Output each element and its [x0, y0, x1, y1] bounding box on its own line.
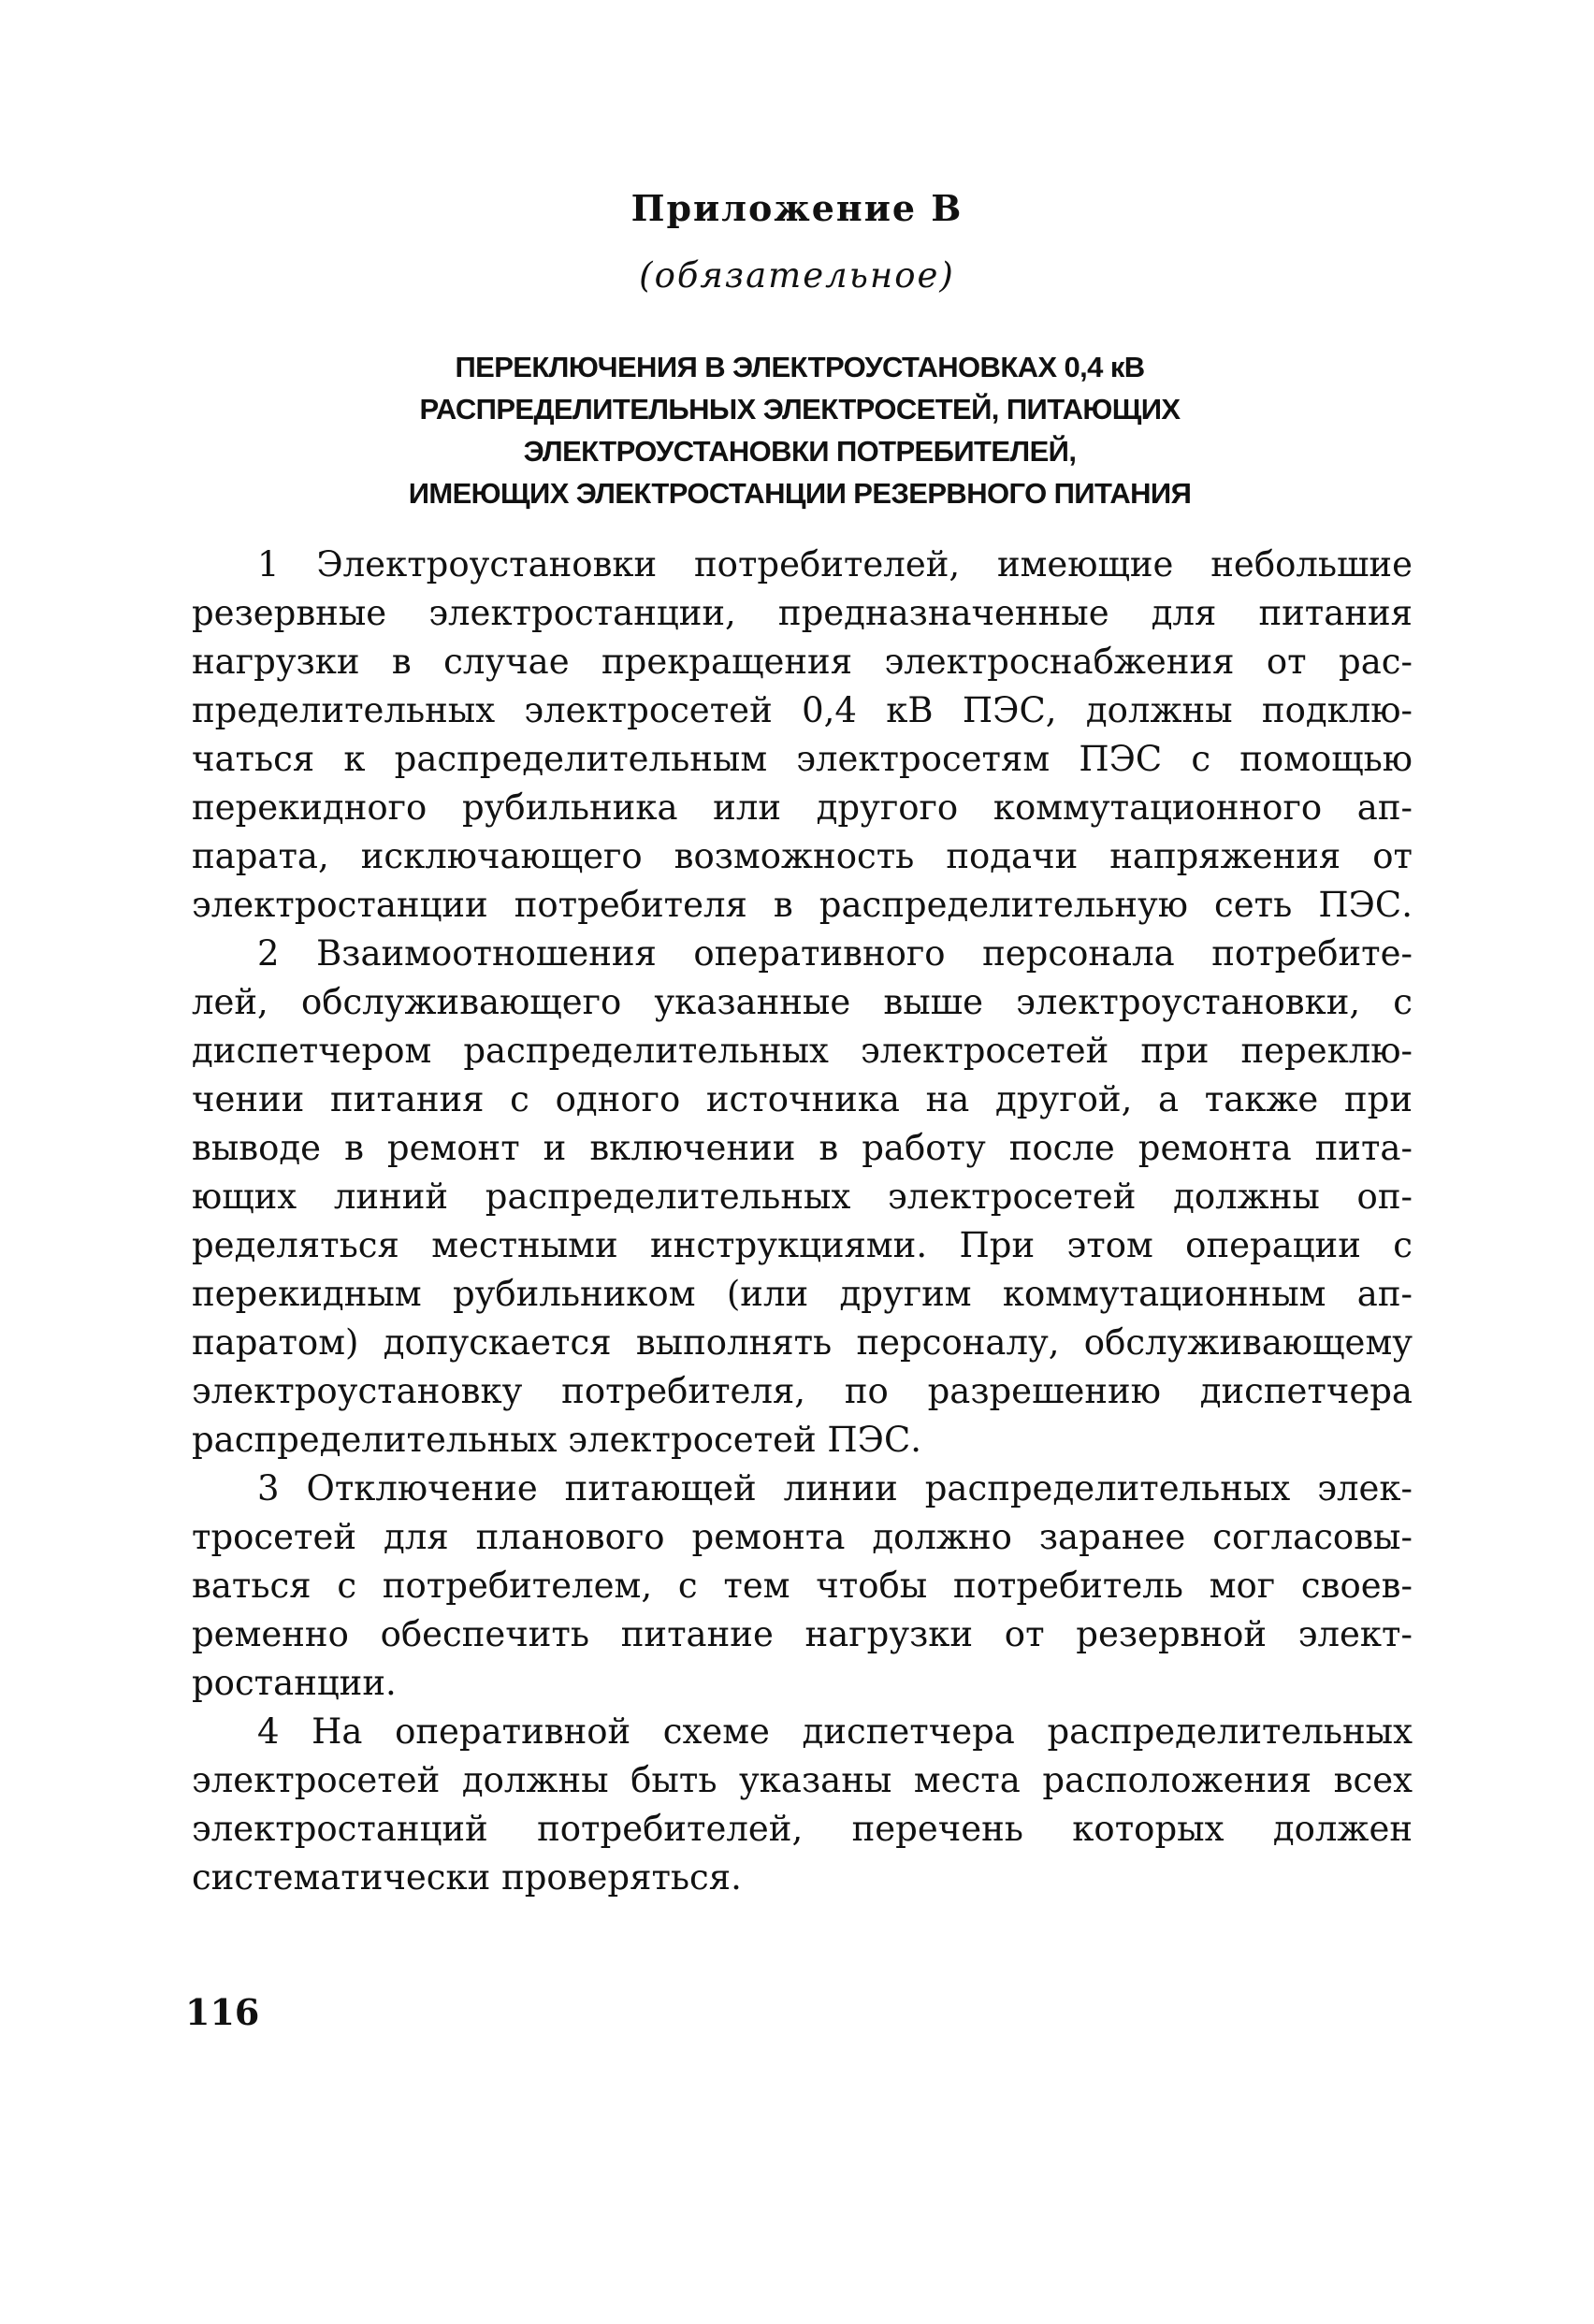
- text-line: чаться к распределительным электросетям ПЭС с помощью: [192, 739, 1413, 779]
- text-line: выводе в ремонт и включении в работу после ремонта пита-: [192, 1128, 1413, 1168]
- text-line: 1 Электроустановки потребителей, имеющие небольшие: [257, 544, 1413, 585]
- text-line: нагрузки в случае прекращения электроснабжения от рас-: [192, 642, 1413, 682]
- text-line: электроустановку потребителя, по разрешению диспетчера: [192, 1371, 1413, 1411]
- text-line: пределительных электросетей 0,4 кВ ПЭС, должны подклю-: [192, 690, 1413, 730]
- text-line: ременно обеспечить питание нагрузки от резервной элект-: [192, 1614, 1413, 1654]
- section-heading: [187, 346, 1413, 514]
- text-line: чении питания с одного источника на другой, а также при: [192, 1079, 1413, 1119]
- text-line: перекидным рубильником (или другим коммутационным ап-: [192, 1274, 1413, 1314]
- text-line: диспетчером распределительных электросетей при переклю-: [192, 1031, 1413, 1071]
- heading-line: ПЕРЕКЛЮЧЕНИЯ В ЭЛЕКТРОУСТАНОВКАХ 0,4 кВ: [455, 351, 1145, 383]
- text-line: 3 Отключение питающей линии распределительных элек-: [257, 1468, 1413, 1508]
- text-line: ваться с потребителем, с тем чтобы потребитель мог своев-: [192, 1566, 1413, 1606]
- text-line: перекидного рубильника или другого коммутационного ап-: [192, 787, 1413, 828]
- text-line: ределяться местными инструкциями. При этом операции с: [192, 1225, 1413, 1265]
- text-line: лей, обслуживающего указанные выше электроустановки, с: [192, 982, 1413, 1022]
- text-line: 4 На оперативной схеме диспетчера распределительных: [257, 1711, 1413, 1752]
- text-line: ростанции.: [192, 1663, 397, 1703]
- text-line: электростанции потребителя в распределительную сеть ПЭС.: [192, 885, 1413, 925]
- appendix-label: Приложение В: [630, 187, 964, 229]
- text-line: паратом) допускается выполнять персоналу, обслуживающему: [192, 1322, 1413, 1363]
- paragraph-1: [192, 541, 1413, 930]
- heading-line: ЭЛЕКТРОУСТАНОВКИ ПОТРЕБИТЕЛЕЙ,: [523, 435, 1077, 468]
- paragraph-2: [192, 930, 1413, 1465]
- paragraph-4: [192, 1708, 1413, 1902]
- text-line: электросетей должны быть указаны места расположения всех: [192, 1760, 1413, 1800]
- text-line: электростанций потребителей, перечень которых должен: [192, 1809, 1413, 1849]
- text-line: парата, исключающего возможность подачи напряжения от: [192, 836, 1413, 876]
- text-line: систематически проверяться.: [192, 1857, 742, 1898]
- text-line: резервные электростанции, предназначенные для питания: [192, 593, 1413, 633]
- text-line: 2 Взаимоотношения оперативного персонала потребите-: [257, 933, 1413, 974]
- text-line: тросетей для планового ремонта должно заранее согласовы-: [192, 1517, 1413, 1557]
- text-line: ющих линий распределительных электросетей должны оп-: [192, 1176, 1413, 1217]
- page-number: 116: [185, 1991, 260, 2033]
- text-line: распределительных электросетей ПЭС.: [192, 1420, 922, 1460]
- heading-line: ИМЕЮЩИХ ЭЛЕКТРОСТАНЦИИ РЕЗЕРВНОГО ПИТАНИЯ: [408, 477, 1192, 510]
- paragraph-3: [192, 1465, 1413, 1708]
- appendix-status: (обязательное): [639, 255, 955, 296]
- body-text: [192, 541, 1413, 1902]
- heading-line: РАСПРЕДЕЛИТЕЛЬНЫХ ЭЛЕКТРОСЕТЕЙ, ПИТАЮЩИХ: [419, 393, 1181, 426]
